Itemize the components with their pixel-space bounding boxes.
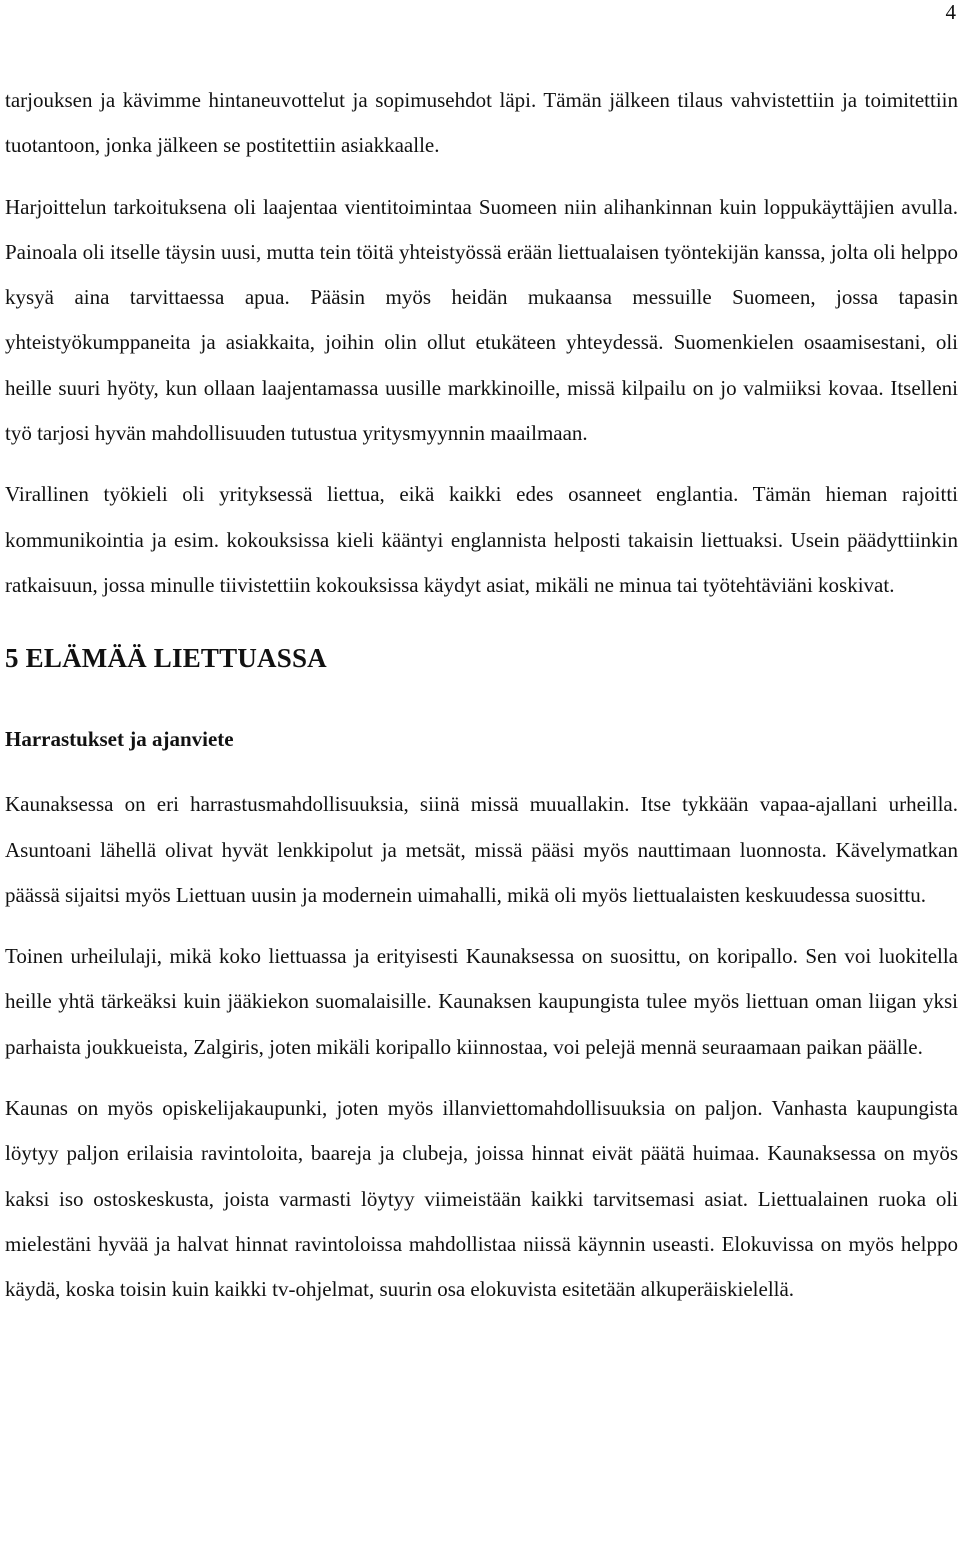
paragraph-basketball: Toinen urheilulaji, mikä koko liettuassa ja erityisesti Kaunaksessa on suosittu, on koripallo. Sen voi luokitella heille yhtä tärkeäksi kuin jääkiekon suomalaisille. Kaunaksen kaupungista tulee myös liettuan oman liigan yksi parhaista joukkueista, Zalgiris, joten mikäli koripallo kiinnostaa, voi pelejä mennä seuraamaan paikan päälle. — [5, 944, 958, 1059]
paragraph-internship-purpose: Harjoittelun tarkoituksena oli laajentaa vientitoimintaa Suomeen niin alihankinnan kuin loppukäyttäjien avulla. Painoala oli itselle täysin uusi, mutta tein töitä yhteistyössä erään liettualaisen työntekijän kanssa, jolta oli helppo kysyä aina tarvittaessa apua. Pääsin myös heidän mukaansa messuille Suomeen, jossa tapasin yhteistyökumppaneita ja asiakkaita, joihin olin ollut etukäteen yhteydessä. Suomenkielen osaamisestani, oli heille suuri hyöty, kun ollaan laajentamassa uusille markkinoille, missä kilpailu on jo valmiiksi kovaa. Itselleni työ tarjosi hyvän mahdollisuuden tutustua yritysmyynnin maailmaan. — [5, 194, 958, 446]
page-number: 4 — [945, 0, 956, 24]
paragraph-offer-negotiation: tarjouksen ja kävimme hintaneuvottelut ja sopimusehdot läpi. Tämän jälkeen tilaus vahvistettiin ja toimitettiin tuotantoon, jonka jälkeen se postitettiin asiakkaalle. — [5, 88, 958, 158]
paragraph-student-city: Kaunas on myös opiskelijakaupunki, joten myös illanviettomahdollisuuksia on paljon. Vanhasta kaupungista löytyy paljon erilaisia ravintoloita, baareja ja clubeja, joissa hinnat eivät päätä huimaa. Kaunaksessa on myös kaksi iso ostoskeskusta, joista varmasti löytyy viimeistään kaikki tarvitsemasi asiat. Liettualainen ruoka oli mielestäni hyvää ja halvat hinnat ravintoloissa mahdollistaa niissä käynnin useasti. Elokuvissa on myös helppo käydä, koska toisin kuin kaikki tv-ohjelmat, suurin osa elokuvista esitetään alkuperäiskielellä. — [5, 1096, 958, 1302]
section-subheading: Harrastukset ja ajanviete — [5, 727, 234, 752]
paragraph-working-language: Virallinen työkieli oli yrityksessä liettua, eikä kaikki edes osanneet englantia. Tämän hieman rajoitti kommunikointia ja esim. kokouksissa kieli kääntyi englannista helposti takaisin liettuaksi. Usein päädyttiinkin ratkaisuun, jossa minulle tiivistettiin kokouksissa käydyt asiat, mikäli ne minua tai työtehtäviäni koskivat. — [5, 482, 958, 597]
paragraph-hobbies: Kaunaksessa on eri harrastusmahdollisuuksia, siinä missä muuallakin. Itse tykkään vapaa-ajallani urheilla. Asuntoani lähellä olivat hyvät lenkkipolut ja metsät, missä pääsi myös nauttimaan luonnosta. Kävelymatkan päässä sijaitsi myös Liettuan uusin ja modernein uimahalli, mikä oli myös liettualaisten keskuudessa suosittu. — [5, 792, 958, 907]
chapter-heading: 5 ELÄMÄÄ LIETTUASSA — [5, 643, 327, 674]
document-body — [5, 78, 958, 1313]
